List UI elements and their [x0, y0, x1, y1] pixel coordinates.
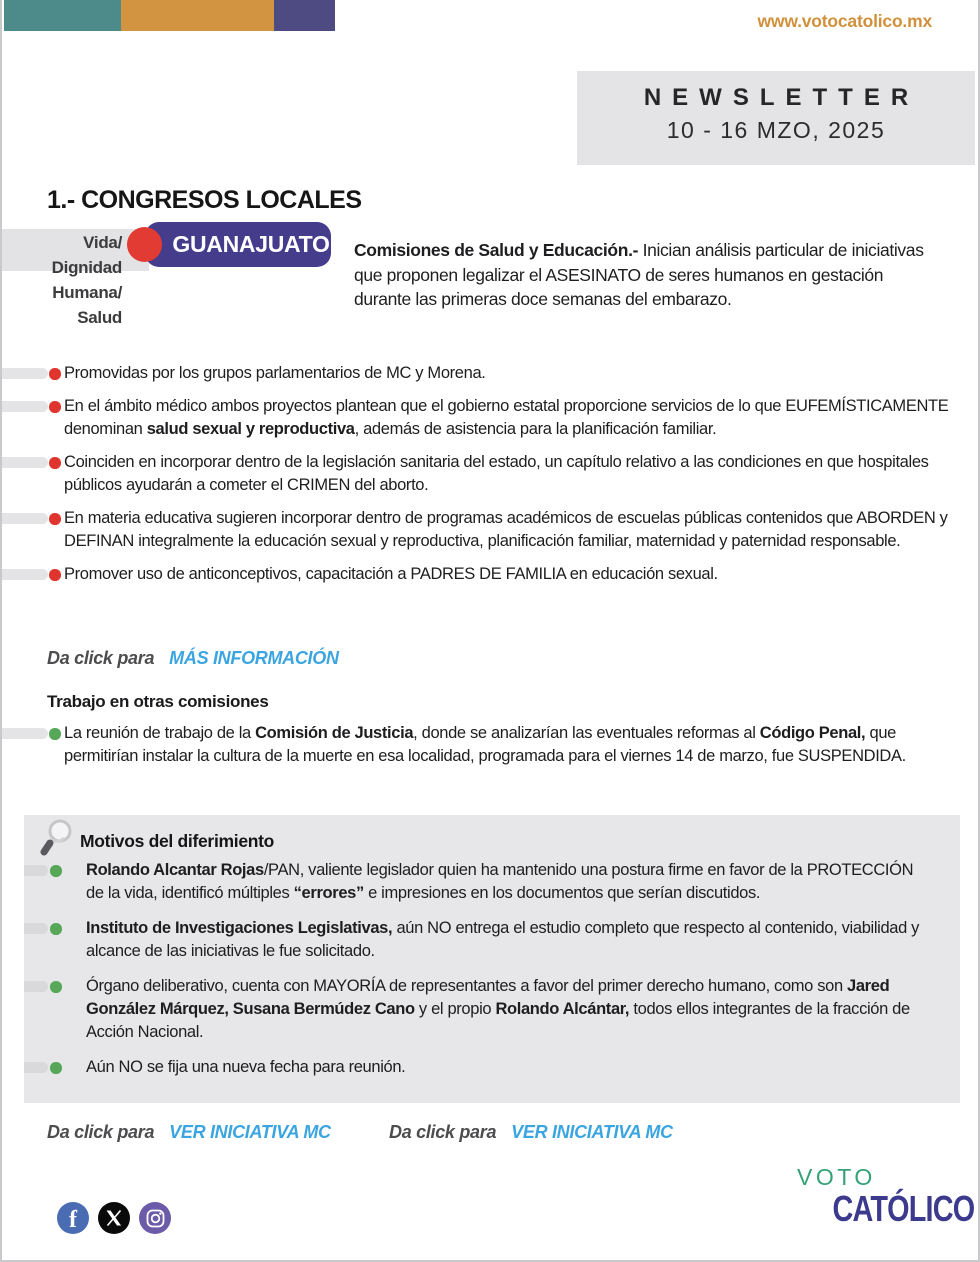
bullet-strip [2, 569, 48, 580]
list-item [2, 362, 964, 385]
category-line: Dignidad [51, 258, 122, 277]
other-commissions-list [2, 722, 964, 778]
topbar-orange-segment [121, 0, 274, 31]
facebook-icon[interactable] [57, 1202, 89, 1234]
bullet-text: En materia educativa sugieren incorporar dentro de programas académicos de escuelas públicas contenidos que ABORDEN y DEFINAN integralmente la educación sexual y reproductiva, planificación familiar, maternidad y paternidad responsable. [64, 509, 948, 550]
bullet-text: Instituto de Investigaciones Legislativas, aún NO entrega el estudio completo que respecto al contenido, viabilidad y alcance de las iniciativas le fue solicitado. [86, 919, 920, 960]
more-info-row [47, 648, 339, 669]
bullet-text: Órgano deliberativo, cuenta con MAYORÍA de representantes a favor del primer derecho humano, como son Jared González Márquez, Susana Bermúdez Cano y el propio Rolando Alcántar, todos ellos integrantes de la fracción de Acción Nacional. [86, 977, 910, 1041]
bullet-text: En el ámbito médico ambos proyectos plantean que el gobierno estatal proporcione servicios de lo que EUFEMÍSTICAMENTE denominan salud sexual y reproductiva, además de asistencia para la planificación familiar. [64, 397, 949, 438]
facebook-glyph: f [69, 1207, 77, 1233]
x-glyph [106, 1210, 122, 1226]
category-line: Vida/ [83, 233, 122, 252]
subsection-heading: Trabajo en otras comisiones [47, 692, 269, 711]
bottom-links-row [47, 1122, 673, 1143]
instagram-icon[interactable] [139, 1202, 171, 1234]
state-badge: GUANAJUATO [145, 222, 331, 267]
badge-red-dot-icon [127, 227, 162, 262]
section-heading: 1.- CONGRESOS LOCALES [47, 186, 362, 214]
bullet-strip [24, 923, 48, 934]
intro-paragraph: Comisiones de Salud y Educación.- Inician análisis particular de iniciativas que proponen legalizar el ASESINATO de seres humanos en gestación durante las primeras doce semanas del embarazo. [354, 240, 924, 309]
bullet-strip [24, 1062, 48, 1073]
newsletter-date-range: 10 - 16 MZO, 2025 [666, 117, 886, 143]
list-item [2, 563, 964, 586]
initiative-mc-link[interactable]: VER INICIATIVA MC [169, 1122, 331, 1142]
bullet-text: Aún NO se fija una nueva fecha para reunión. [86, 1058, 406, 1076]
click-prefix-label: Da click para [47, 648, 155, 668]
topbar-teal-segment [4, 0, 121, 31]
bullet-strip [2, 728, 48, 739]
voto-catolico-logo [797, 1164, 975, 1229]
deferral-reasons-box [24, 815, 960, 1103]
logo-catolico-text: CATÓLICO [832, 1188, 975, 1229]
list-item [2, 507, 964, 553]
list-item [24, 859, 960, 905]
bullet-strip [24, 981, 48, 992]
logo-voto-text: VOTO [797, 1164, 876, 1190]
red-bullet-icon [49, 368, 61, 380]
info-box-title: Motivos del diferimiento [80, 831, 275, 851]
green-bullet-icon [50, 923, 62, 935]
category-line: Salud [77, 308, 122, 327]
list-item [24, 975, 960, 1044]
click-prefix-label: Da click para [47, 1122, 155, 1142]
site-url-link[interactable]: www.votocatolico.mx [757, 11, 932, 31]
more-info-link[interactable]: MÁS INFORMACIÓN [169, 648, 339, 668]
green-bullet-icon [50, 865, 62, 877]
newsletter-title: NEWSLETTER [643, 84, 920, 111]
bullet-text: Promovidas por los grupos parlamentarios de MC y Morena. [64, 364, 486, 382]
bullet-strip [24, 865, 48, 876]
bullet-text: La reunión de trabajo de la Comisión de Justicia, donde se analizarían las eventuales reformas al Código Penal, que permitirían instalar la cultura de la muerte en esa localidad, programada para el viernes 14 de marzo, fue SUSPENDIDA. [64, 724, 906, 765]
list-item [24, 1056, 960, 1079]
bullet-text: Promover uso de anticonceptivos, capacitación a PADRES DE FAMILIA en educación sexual. [64, 565, 718, 583]
list-item [2, 395, 964, 441]
red-bullet-icon [49, 513, 61, 525]
bullet-text: Rolando Alcantar Rojas/PAN, valiente legislador quien ha mantenido una postura firme en favor de la PROTECCIÓN de la vida, identificó múltiples “errores” e impresiones en los documentos que serían discutidos. [86, 861, 914, 902]
info-box-bullet-list [24, 815, 960, 1091]
social-icons [57, 1202, 171, 1234]
initiative-mc-link[interactable]: VER INICIATIVA MC [511, 1122, 673, 1142]
bullet-strip [2, 513, 48, 524]
click-prefix-label: Da click para [389, 1122, 497, 1142]
bullet-strip [2, 401, 48, 412]
category-line: Humana/ [52, 283, 122, 302]
green-bullet-icon [50, 981, 62, 993]
red-bullet-icon [49, 569, 61, 581]
bullet-list [2, 362, 964, 596]
initiative-link-group [47, 1122, 331, 1142]
bullet-strip [2, 368, 48, 379]
x-twitter-icon[interactable] [98, 1202, 130, 1234]
green-bullet-icon [50, 1062, 62, 1074]
bullet-strip [2, 457, 48, 468]
list-item [24, 917, 960, 963]
list-item [2, 451, 964, 497]
topbar-purple-segment [274, 0, 335, 31]
red-bullet-icon [49, 401, 61, 413]
initiative-link-group [389, 1122, 673, 1143]
instagram-glyph [146, 1209, 165, 1228]
top-color-bar [4, 0, 335, 31]
red-bullet-icon [49, 457, 61, 469]
category-label [2, 230, 122, 330]
list-item [2, 722, 964, 768]
bullet-text: Coinciden en incorporar dentro de la legislación sanitaria del estado, un capítulo relativo a las condiciones en que hospitales públicos ayudarán a cometer el CRIMEN del aborto. [64, 453, 929, 494]
green-bullet-icon [49, 728, 61, 740]
newsletter-header-box [577, 71, 975, 165]
